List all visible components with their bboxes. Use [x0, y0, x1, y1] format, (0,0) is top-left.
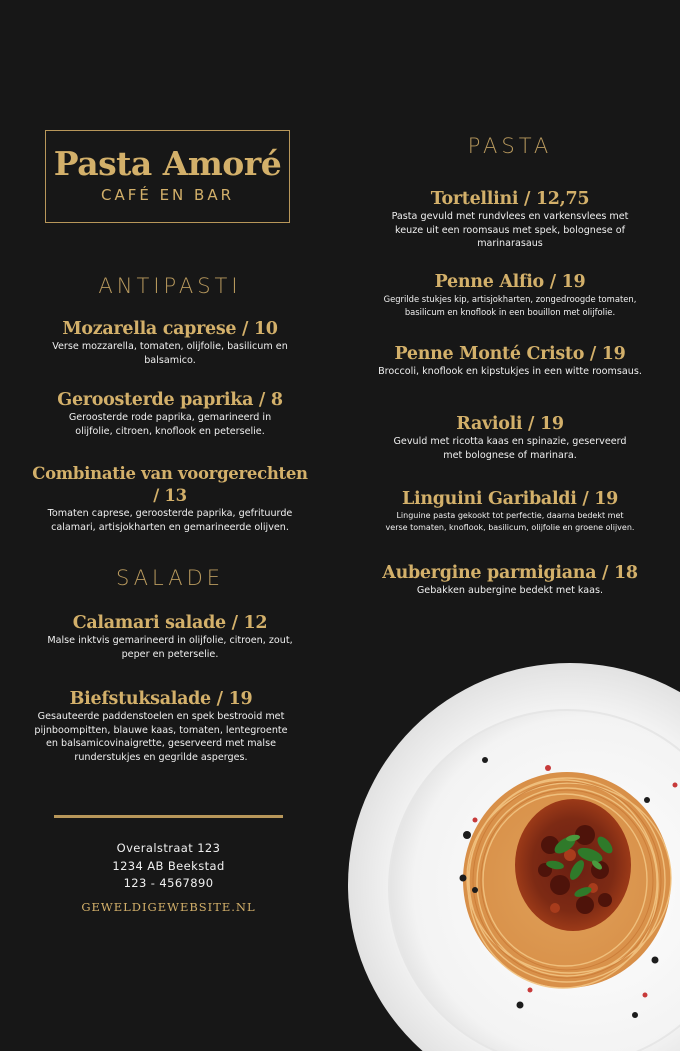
menu-item-title: Linguini Garibaldi / 19: [401, 489, 619, 509]
contact-city: 1234 AB Beekstad: [112, 858, 225, 873]
pasta-item: [375, 488, 645, 533]
menu-item-desc: Gevuld met ricotta kaas en spinazie, geserveerd met bolognese of marinara.: [393, 436, 627, 461]
contact-block: [54, 840, 283, 916]
pasta-item: [375, 413, 645, 462]
menu-item-desc: Geroosterde rode paprika, gemarineerd in olijfolie, citroen, knoflook en peterselie.: [68, 412, 272, 437]
antipasti-item: [32, 463, 308, 534]
menu-item-title: Geroosterde paprika / 8: [57, 390, 283, 410]
contact-street: Overalstraat 123: [116, 841, 221, 855]
menu-item-desc: Verse mozzarella, tomaten, olijfolie, basilicum en balsamico.: [52, 341, 288, 366]
contact-divider: [54, 815, 283, 818]
salade-item: [30, 688, 292, 764]
contact-phone: 123 - 4567890: [123, 876, 214, 890]
menu-item-title: Ravioli / 19: [456, 414, 564, 434]
menu-item-title: Mozarella caprese / 10: [62, 319, 278, 339]
pasta-item: [375, 271, 645, 318]
antipasti-item: [40, 318, 300, 367]
menu-item-title: Biefstuksalade / 19: [69, 689, 253, 709]
restaurant-subtitle: CAFÉ EN BAR: [100, 186, 235, 204]
salade-item: [40, 612, 300, 661]
menu-item-title: Penne Monté Cristo / 19: [394, 344, 626, 364]
pasta-item: [378, 188, 642, 251]
menu-item-desc: Pasta gevuld met rundvlees en varkensvlees met keuze uit een roomsaus met spek, bolognese of marinarasaus: [391, 211, 629, 249]
pasta-item: [375, 562, 645, 598]
antipasti-heading: ANTIPASTI: [98, 274, 242, 298]
menu-item-desc: Malse inktvis gemarineerd in olijfolie, citroen, zout, peper en peterselie.: [47, 635, 293, 660]
menu-item-title: Combinatie van voorgerechten / 13: [32, 464, 308, 505]
menu-item-desc: Gesauteerde paddenstoelen en spek bestrooid met pijnboompitten, blauwe kaas, tomaten, lentegroente en balsamicovinaigrette, geserveerd met malse runderstukjes en gegrilde asperges.: [34, 711, 288, 763]
menu-item-desc: Broccoli, knoflook en kipstukjes in een witte roomsaus.: [378, 366, 642, 377]
pasta-item: [375, 343, 645, 379]
antipasti-item: [40, 389, 300, 438]
restaurant-name: Pasta Amoré: [53, 144, 282, 183]
salade-heading: SALADE: [115, 566, 225, 590]
logo-box: [45, 130, 290, 223]
menu-item-desc: Linguine pasta gekookt tot perfectie, daarna bedekt met verse tomaten, knoflook, basilicum, olijfolie en groene olijven.: [385, 511, 635, 532]
menu-item-title: Tortellini / 12,75: [430, 189, 590, 209]
contact-website[interactable]: GEWELDIGEWEBSITE.NL: [81, 899, 256, 914]
menu-item-title: Aubergine parmigiana / 18: [382, 563, 638, 583]
menu-item-desc: Gebakken aubergine bedekt met kaas.: [416, 585, 604, 596]
menu-item-desc: Gegrilde stukjes kip, artisjokharten, zongedroogde tomaten, basilicum en knoflook in een bouillon met olijfolie.: [383, 294, 637, 317]
menu-item-desc: Tomaten caprese, geroosterde paprika, gefrituurde calamari, artisjokharten en gemarineerde olijven.: [47, 508, 293, 533]
pasta-heading: PASTA: [467, 134, 553, 158]
menu-item-title: Calamari salade / 12: [72, 613, 268, 633]
menu-item-title: Penne Alfio / 19: [434, 272, 586, 292]
spaghetti-plate-image: [345, 660, 680, 1051]
